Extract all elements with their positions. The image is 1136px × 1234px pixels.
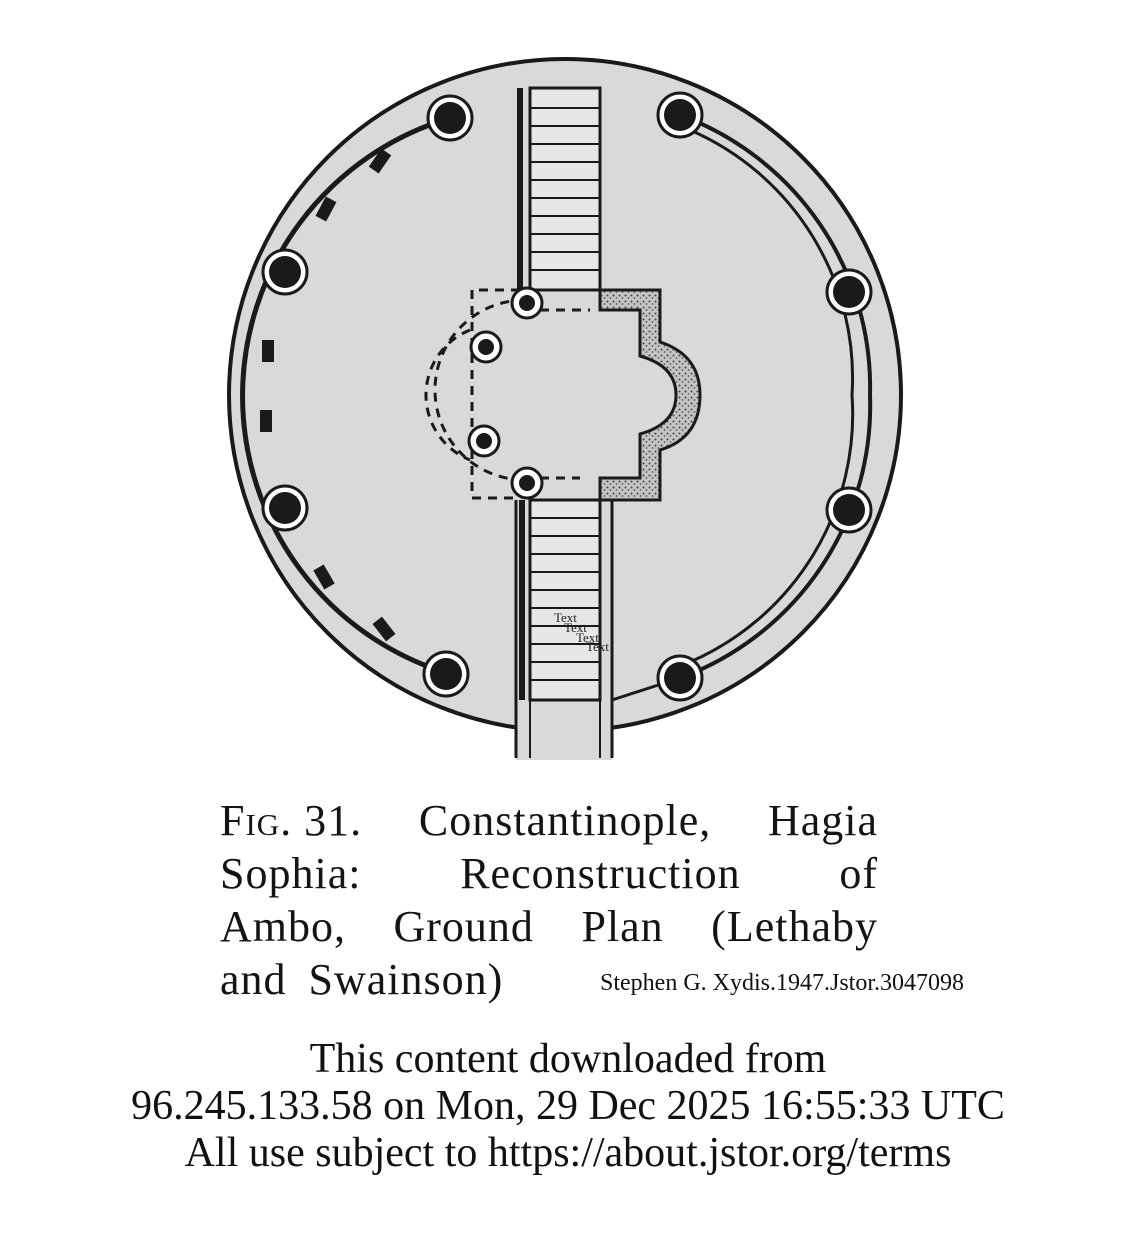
download-notice xyxy=(0,1036,1136,1177)
column xyxy=(428,96,472,140)
railing-block xyxy=(260,410,272,432)
caption-word: Hagia xyxy=(767,796,878,845)
figure-number: Fig. 31. xyxy=(220,796,363,845)
column xyxy=(263,250,307,294)
column xyxy=(424,652,468,696)
column xyxy=(469,426,499,456)
caption-word: Swainson) xyxy=(308,955,504,1004)
column xyxy=(512,468,542,498)
download-notice-line: This content downloaded from xyxy=(309,1036,827,1082)
column xyxy=(658,93,702,137)
column xyxy=(263,486,307,530)
column xyxy=(827,488,871,532)
upper-staircase xyxy=(520,88,600,290)
caption-word: (Lethaby xyxy=(711,902,878,951)
stray-label: Text xyxy=(554,610,577,625)
caption-line xyxy=(220,847,878,900)
column xyxy=(827,270,871,314)
caption-word: Ambo, xyxy=(220,902,346,951)
caption-word: Reconstruction xyxy=(460,849,741,898)
caption-line xyxy=(220,900,878,953)
column xyxy=(512,288,542,318)
column xyxy=(471,332,501,362)
download-notice-line: All use subject to https://about.jstor.org/terms xyxy=(184,1130,952,1176)
railing-block xyxy=(262,340,274,362)
caption-line xyxy=(220,794,878,847)
source-tag: Stephen G. Xydis.1947.Jstor.3047098 xyxy=(600,970,965,996)
caption-word: of xyxy=(839,849,878,898)
caption-word: Sophia: xyxy=(220,849,362,898)
caption-word: Constantinople, xyxy=(418,796,712,845)
caption-word: Plan xyxy=(581,902,664,951)
column xyxy=(658,656,702,700)
stray-label: Text xyxy=(586,639,609,654)
caption-word: Ground xyxy=(393,902,534,951)
caption-word: and xyxy=(220,955,287,1004)
download-notice-line: 96.245.133.58 on Mon, 29 Dec 2025 16:55:33 UTC xyxy=(131,1083,1005,1129)
stray-label: Text xyxy=(564,620,587,635)
stray-label: Text xyxy=(576,630,599,645)
